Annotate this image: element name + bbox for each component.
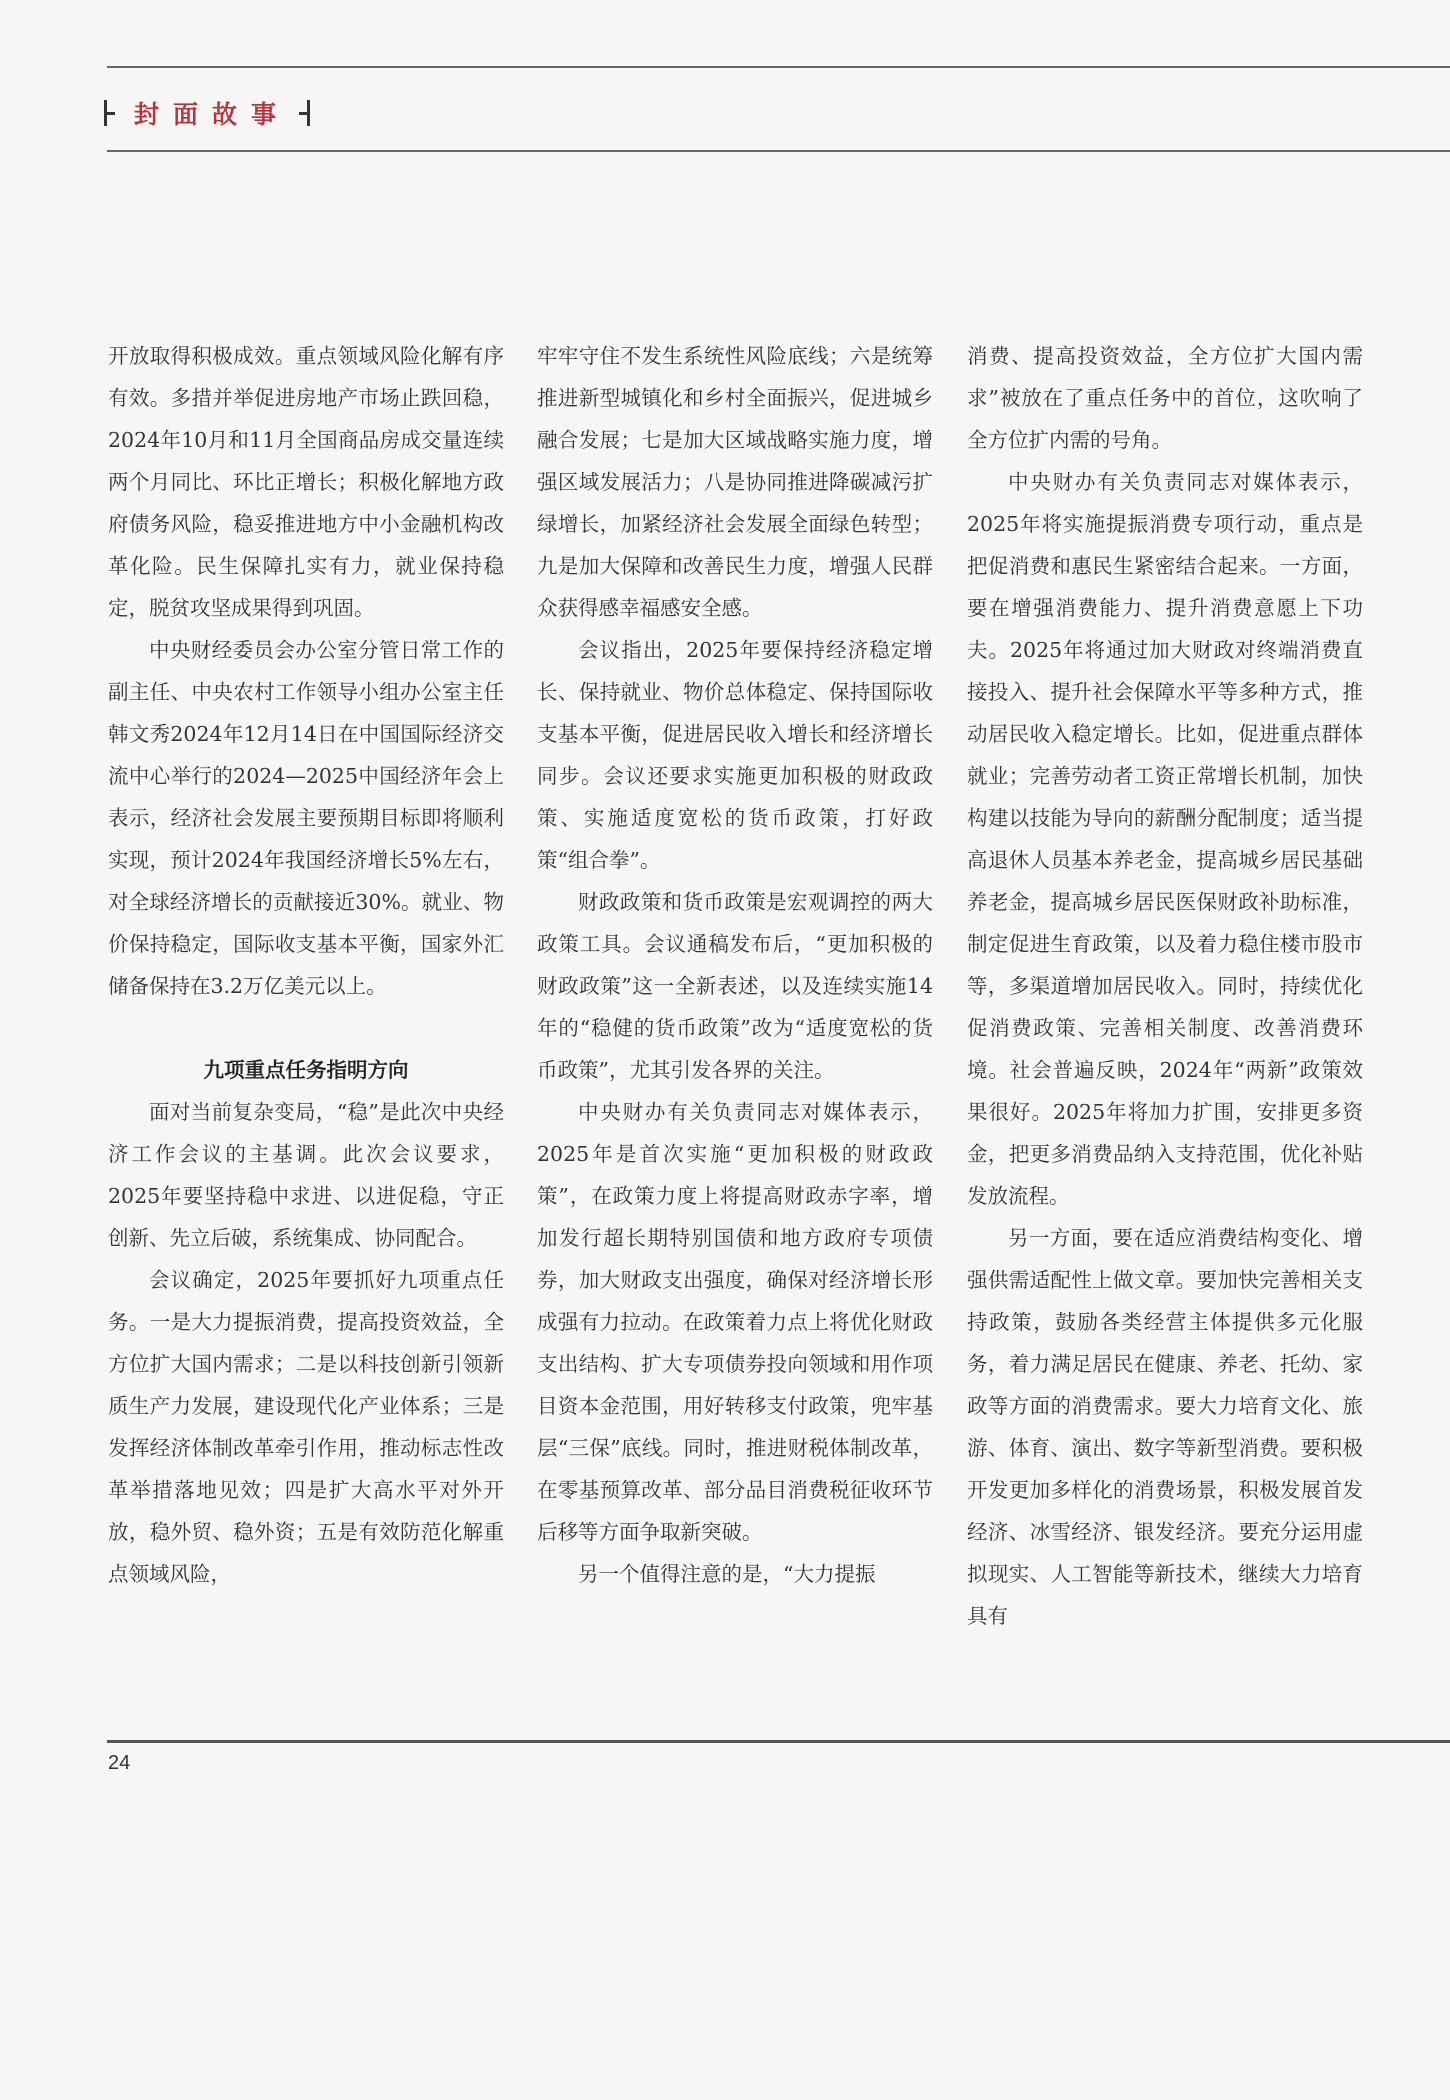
page-number: 24 bbox=[108, 1752, 131, 1774]
paragraph: 财政政策和货币政策是宏观调控的两大政策工具。会议通稿发布后，“更加积极的财政政策”这一全新表述，以及连续实施14年的“稳健的货币政策”改为“适度宽松的货币政策”，尤其引发各界的关注。 bbox=[537, 890, 933, 1082]
footer-rule bbox=[107, 1740, 1450, 1743]
paragraph: 另一方面，要在适应消费结构变化、增强供需适配性上做文章。要加快完善相关支持政策，鼓励各类经营主体提供多元化服务，着力满足居民在健康、养老、托幼、家政等方面的消费需求。要大力培育文化、旅游、体育、演出、数字等新型消费。要积极开发更加多样化的消费场景，积极发展首发经济、冰雪经济、银发经济。要充分运用虚拟现实、人工智能等新技术，继续大力培育具有 bbox=[967, 1226, 1363, 1628]
section-title: 封面故事 bbox=[134, 100, 291, 129]
paragraph: 中央财办有关负责同志对媒体表示，2025年将实施提振消费专项行动，重点是把促消费和惠民生紧密结合起来。一方面，要在增强消费能力、提升消费意愿上下功夫。2025年将通过加大财政对终端消费直接投入、提升社会保障水平等多种方式，推动居民收入稳定增长。比如，促进重点群体就业；完善劳动者工资正常增长机制，加快构建以技能为导向的薪酬分配制度；适当提高退休人员基本养老金，提高城乡居民基础养老金，提高城乡居民医保财政补助标准，制定促进生育政策，以及着力稳住楼市股市等，多渠道增加居民收入。同时，持续优化促消费政策、完善相关制度、改善消费环境。社会普遍反映，2024年“两新”政策效果很好。2025年将加力扩围，安排更多资金，把更多消费品纳入支持范围，优化补贴发放流程。 bbox=[967, 470, 1363, 1208]
paragraph: 会议指出，2025年要保持经济稳定增长、保持就业、物价总体稳定、保持国际收支基本平衡，促进居民收入增长和经济增长同步。会议还要求实施更加积极的财政政策、实施适度宽松的货币政策，打好政策“组合拳”。 bbox=[537, 638, 933, 872]
paragraph: 中央财经委员会办公室分管日常工作的副主任、中央农村工作领导小组办公室主任韩文秀2024年12月14日在中国国际经济交流中心举行的2024—2025中国经济年会上表示，经济社会发展主要预期目标即将顺利实现，预计2024年我国经济增长5%左右，对全球经济增长的贡献接近30%。就业、物价保持稳定，国际收支基本平衡，国家外汇储备保持在3.2万亿美元以上。 bbox=[108, 638, 504, 998]
paragraph: 开放取得积极成效。重点领域风险化解有序有效。多措并举促进房地产市场止跌回稳，2024年10月和11月全国商品房成交量连续两个月同比、环比正增长；积极化解地方政府债务风险，稳妥推进地方中小金融机构改革化险。民生保障扎实有力，就业保持稳定，脱贫攻坚成果得到巩固。 bbox=[108, 344, 504, 620]
bracket-left-icon bbox=[104, 100, 122, 126]
paragraph: 另一个值得注意的是，“大力提振 bbox=[578, 1562, 876, 1586]
top-rule bbox=[107, 66, 1450, 68]
article-column-1 bbox=[108, 335, 504, 1595]
section-tag bbox=[104, 92, 310, 134]
paragraph: 面对当前复杂变局，“稳”是此次中央经济工作会议的主基调。此次会议要求，2025年要坚持稳中求进、以进促稳，守正创新、先立后破，系统集成、协同配合。 bbox=[108, 1100, 504, 1250]
article-column-2 bbox=[537, 335, 933, 1595]
paragraph: 牢牢守住不发生系统性风险底线；六是统筹推进新型城镇化和乡村全面振兴，促进城乡融合发展；七是加大区域战略实施力度，增强区域发展活力；八是协同推进降碳减污扩绿增长，加紧经济社会发展全面绿色转型；九是加大保障和改善民生力度，增强人民群众获得感幸福感安全感。 bbox=[537, 344, 933, 620]
paragraph: 中央财办有关负责同志对媒体表示，2025年是首次实施“更加积极的财政政策”，在政策力度上将提高财政赤字率，增加发行超长期特别国债和地方政府专项债券，加大财政支出强度，确保对经济增长形成强有力拉动。在政策着力点上将优化财政支出结构、扩大专项债券投向领域和用作项目资本金范围，用好转移支付政策，兜牢基层“三保”底线。同时，推进财税体制改革，在零基预算改革、部分品目消费税征收环节后移等方面争取新突破。 bbox=[537, 1100, 933, 1544]
bracket-right-icon bbox=[292, 100, 310, 126]
paragraph: 会议确定，2025年要抓好九项重点任务。一是大力提振消费，提高投资效益，全方位扩大国内需求；二是以科技创新引领新质生产力发展，建设现代化产业体系；三是发挥经济体制改革牵引作用，推动标志性改革举措落地见效；四是扩大高水平对外开放，稳外贸、稳外资；五是有效防范化解重点领域风险， bbox=[108, 1268, 504, 1586]
paragraph: 消费、提高投资效益，全方位扩大国内需求”被放在了重点任务中的首位，这吹响了全方位扩内需的号角。 bbox=[967, 344, 1363, 452]
header-rule bbox=[107, 150, 1450, 152]
section-heading: 九项重点任务指明方向 bbox=[203, 1058, 409, 1082]
article-column-3 bbox=[967, 335, 1363, 1637]
